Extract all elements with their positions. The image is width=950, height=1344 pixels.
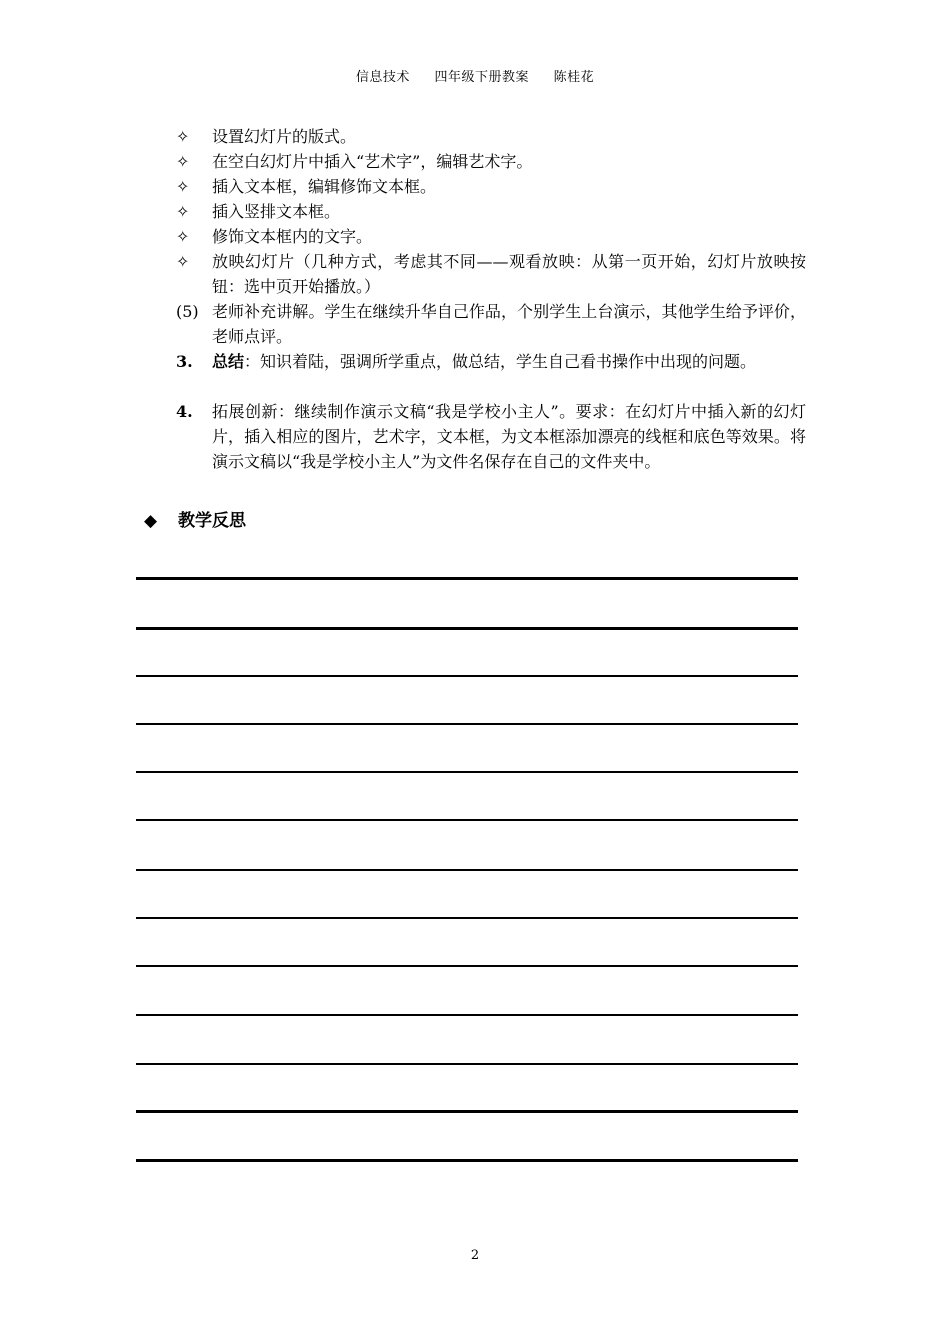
writing-line: [136, 577, 798, 580]
writing-line: [136, 819, 798, 821]
hollow-star-icon: ✧: [176, 202, 190, 221]
list-item-text: 老师补充讲解。学生在继续升华自己作品，个别学生上台演示，其他学生给予评价，老师点评。: [212, 302, 806, 346]
list-item-text: [212, 349, 806, 374]
section-heading: [144, 506, 246, 531]
summary-label: 总结: [212, 352, 245, 371]
list-item-text: 放映幻灯片（几种方式，考虑其不同——观看放映：从第一页开始，幻灯片放映按钮：选中页开始播放。）: [212, 252, 806, 296]
writing-line: [136, 965, 798, 967]
header-author: 陈桂花: [553, 70, 595, 85]
writing-line: [136, 771, 798, 773]
writing-line: [136, 675, 798, 677]
page-number: 2: [470, 1248, 480, 1263]
list-item-number: 3.: [176, 352, 193, 371]
header-grade: 四年级下册教案: [434, 70, 529, 85]
list-item-number: (5): [176, 302, 199, 321]
list-item-text: 插入文本框，编辑修饰文本框。: [212, 177, 437, 196]
writing-line: [136, 917, 798, 919]
header-subject: 信息技术: [355, 70, 410, 85]
writing-line: [136, 869, 798, 871]
writing-line: [136, 1014, 798, 1016]
writing-line: [136, 1110, 798, 1113]
hollow-star-icon: ✧: [176, 252, 190, 271]
writing-line: [136, 627, 798, 630]
diamond-icon: ◆: [144, 511, 158, 531]
hollow-star-icon: ✧: [176, 127, 190, 146]
writing-line: [136, 1159, 798, 1162]
hollow-star-icon: ✧: [176, 227, 190, 246]
list-item-text: 修饰文本框内的文字。: [212, 227, 373, 246]
writing-line: [136, 723, 798, 725]
hollow-star-icon: ✧: [176, 152, 190, 171]
writing-line: [136, 1063, 798, 1065]
page-header: [0, 66, 950, 85]
section-title: 教学反思: [178, 511, 246, 531]
hollow-star-icon: ✧: [176, 177, 190, 196]
summary-text: ：知识着陆，强调所学重点，做总结，学生自己看书操作中出现的问题。: [244, 352, 757, 371]
list-item-text: 插入竖排文本框。: [212, 202, 341, 221]
list-item-text: 在空白幻灯片中插入“艺术字”，编辑艺术字。: [212, 152, 533, 171]
list-item-number: 4.: [176, 402, 193, 421]
list-item-text: 设置幻灯片的版式。: [212, 127, 357, 146]
list-item-text: 拓展创新：继续制作演示文稿“我是学校小主人”。要求：在幻灯片中插入新的幻灯片，插入相应的图片，艺术字，文本框，为文本框添加漂亮的线框和底色等效果。将演示文稿以“我是学校小主人”为文件名保存在自己的文件夹中。: [212, 402, 806, 471]
